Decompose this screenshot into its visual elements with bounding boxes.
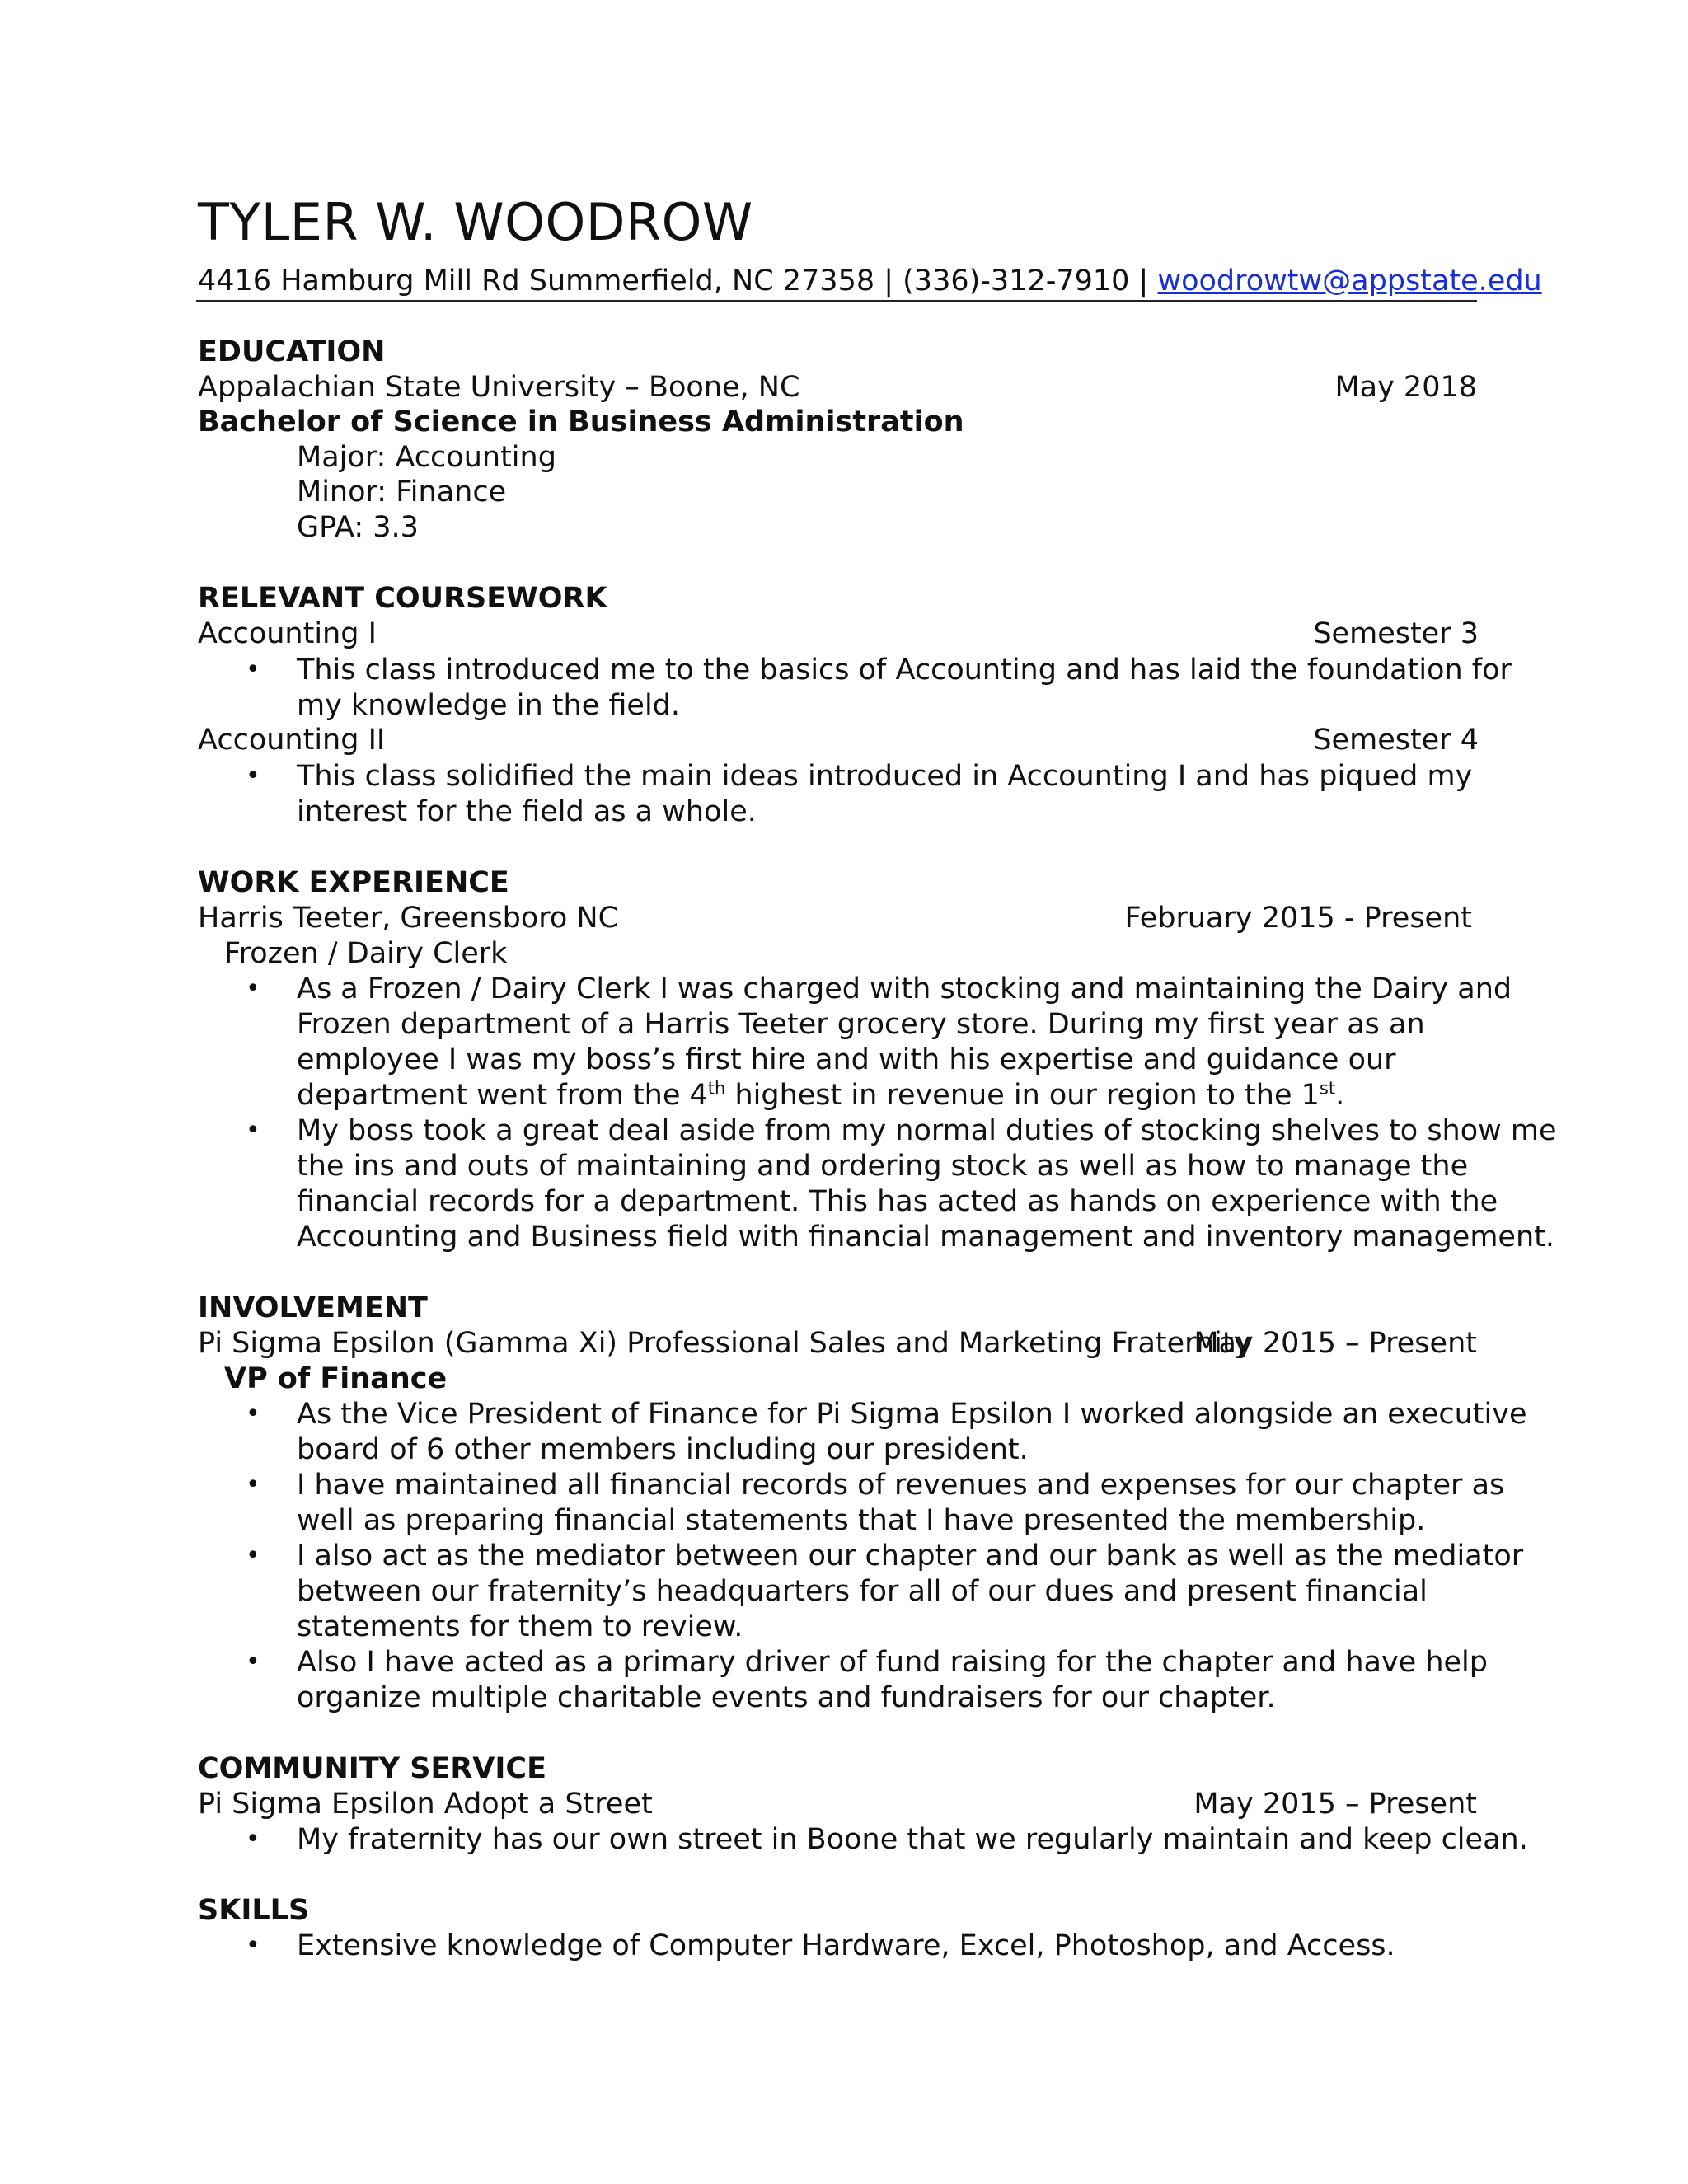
bullet-icon: • (246, 655, 260, 684)
skills-bullet-line: Extensive knowledge of Computer Hardware, Excel, Photoshop, and Access. (297, 1929, 1395, 1962)
work-bullet-line: Frozen department of a Harris Teeter grocery store. During my first year as an (297, 1008, 1425, 1041)
education-major: Major: Accounting (297, 441, 556, 474)
involvement-heading: INVOLVEMENT (198, 1291, 428, 1324)
work-title: Frozen / Dairy Clerk (224, 937, 508, 970)
course-description-line: my knowledge in the field. (297, 689, 681, 722)
bullet-icon: • (246, 1116, 260, 1145)
bullet-icon: • (246, 1931, 260, 1960)
involvement-bullet-line: I also act as the mediator between our chapter and our bank as well as the mediator (297, 1540, 1524, 1572)
work-bullet-line: employee I was my boss’s first hire and with his expertise and guidance our (297, 1043, 1396, 1076)
involvement-bullet-line: organize multiple charitable events and fundraisers for our chapter. (297, 1681, 1276, 1714)
community-bullet-line: My fraternity has our own street in Boone that we regularly maintain and keep clean. (297, 1823, 1528, 1856)
coursework-heading: RELEVANT COURSEWORK (198, 582, 607, 615)
header-divider (196, 300, 1477, 302)
involvement-role: VP of Finance (224, 1362, 448, 1395)
education-minor: Minor: Finance (297, 476, 507, 509)
bullet-icon: • (246, 1825, 260, 1854)
involvement-bullet-line: statements for them to review. (297, 1610, 743, 1643)
education-heading: EDUCATION (198, 335, 386, 368)
course-description-line: This class introduced me to the basics of Accounting and has laid the foundation for (297, 654, 1512, 687)
bullet-icon: • (246, 1541, 260, 1570)
course-term: Semester 3 (1313, 617, 1479, 650)
contact-info: 4416 Hamburg Mill Rd Summerfield, NC 27358 | (336)-312-7910 | (198, 265, 1158, 298)
work-bullet-line: Accounting and Business field with financial management and inventory management. (297, 1221, 1554, 1254)
involvement-bullet-line: As the Vice President of Finance for Pi Sigma Epsilon I worked alongside an executive (297, 1398, 1527, 1431)
course-term: Semester 4 (1313, 724, 1479, 757)
bullet-icon: • (246, 1470, 260, 1499)
education-school: Appalachian State University – Boone, NC (198, 371, 800, 404)
work-bullet-line: My boss took a great deal aside from my normal duties of stocking shelves to show me (297, 1114, 1557, 1147)
work-bullet-line: financial records for a department. This has acted as hands on experience with the (297, 1185, 1498, 1218)
course-description-line: interest for the field as a whole. (297, 795, 757, 828)
involvement-bullet-line: board of 6 other members including our president. (297, 1433, 1029, 1466)
involvement-org: Pi Sigma Epsilon (Gamma Xi) Professional Sales and Marketing Fraternity (198, 1327, 1251, 1360)
bullet-icon: • (246, 1399, 260, 1428)
bullet-icon: • (246, 974, 260, 1003)
involvement-bullet-line: Also I have acted as a primary driver of fund raising for the chapter and have help (297, 1646, 1488, 1679)
course-name: Accounting I (198, 617, 377, 650)
work-bullet-line: As a Frozen / Dairy Clerk I was charged with stocking and maintaining the Dairy and (297, 972, 1512, 1005)
community-org: Pi Sigma Epsilon Adopt a Street (198, 1788, 653, 1821)
work-bullet-line: department went from the 4th highest in revenue in our region to the 1st. (297, 1078, 1345, 1112)
work-bullet-line: the ins and outs of maintaining and ordering stock as well as how to manage the (297, 1150, 1469, 1183)
work-date: February 2015 - Present (1124, 902, 1472, 935)
course-description-line: This class solidified the main ideas introduced in Accounting I and has piqued my (297, 760, 1473, 793)
education-degree: Bachelor of Science in Business Administration (198, 405, 964, 438)
bullet-icon: • (246, 762, 260, 790)
involvement-bullet-line: between our fraternity’s headquarters for all of our dues and present financial (297, 1575, 1428, 1608)
education-gpa: GPA: 3.3 (297, 511, 419, 544)
email-link[interactable]: woodrowtw@appstate.edu (1157, 265, 1542, 298)
resume-name: TYLER W. WOODROW (198, 192, 753, 252)
community-heading: COMMUNITY SERVICE (198, 1752, 547, 1785)
work-employer: Harris Teeter, Greensboro NC (198, 902, 619, 935)
contact-line (198, 264, 1542, 298)
bullet-icon: • (246, 1647, 260, 1676)
education-date: May 2018 (1334, 371, 1477, 404)
skills-heading: SKILLS (198, 1894, 310, 1927)
involvement-bullet-line: well as preparing financial statements that I have presented the membership. (297, 1504, 1426, 1537)
course-name: Accounting II (198, 724, 386, 757)
community-date: May 2015 – Present (1193, 1788, 1477, 1821)
work-heading: WORK EXPERIENCE (198, 866, 509, 899)
involvement-bullet-line: I have maintained all financial records of revenues and expenses for our chapter as (297, 1469, 1505, 1502)
involvement-date: May 2015 – Present (1193, 1327, 1477, 1360)
